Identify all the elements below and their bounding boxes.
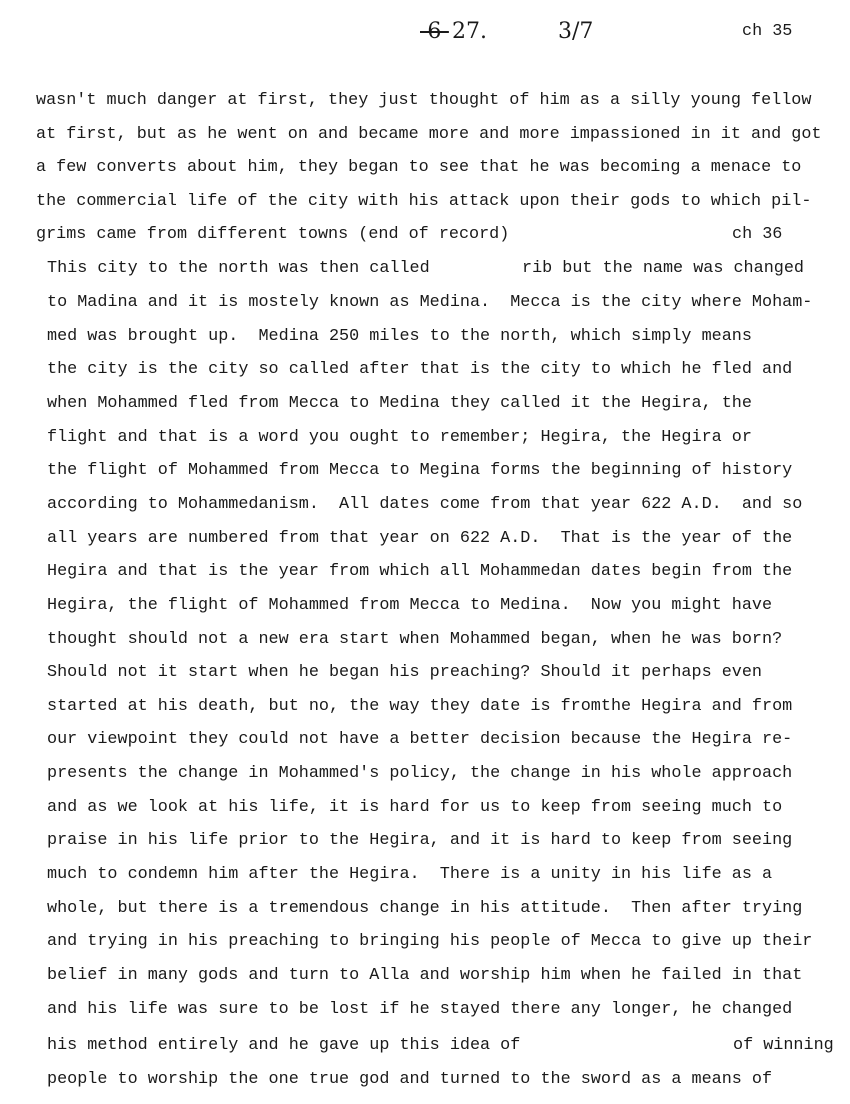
text-line: when Mohammed fled from Mecca to Medina they called it the Hegira, the [47,393,752,413]
text-line: praise in his life prior to the Hegira, and it is hard to keep from seeing [47,831,793,851]
text-line: med was brought up. Medina 250 miles to the north, which simply means [47,326,752,346]
page-number: 27. [452,19,487,44]
text-line: whole, but there is a tremendous change in his attitude. Then after trying [47,898,803,918]
text-line: Hegira, the flight of Mohammed from Mecca to Medina. Now you might have [47,595,773,615]
text-line: This city to the north was then called [47,259,430,278]
text-line: his method entirely and he gave up this idea of [47,1036,521,1055]
text-line: started at his death, but no, the way they date is fromthe Hegira and from [47,696,793,716]
text-line: rib but the name was changed [522,259,804,278]
text-line: flight and that is a word you ought to remember; Hegira, the Hegira or [47,427,752,447]
text-line: all years are numbered from that year on 622 A.D. That is the year of the [47,528,793,548]
text-line: Should not it start when he began his preaching? Should it perhaps even [47,663,762,683]
text-line: much to condemn him after the Hegira. There is a unity in his life as a [47,865,773,885]
text-line: belief in many gods and turn to Alla and worship him when he failed in that [47,966,803,985]
text-line: and trying in his preaching to bringing his people of Mecca to give up their [47,932,813,952]
text-line: people to worship the one true god and turned to the sword as a means of [47,1070,773,1089]
text-line: according to Mohammedanism. All dates come from that year 622 A.D. and so [47,494,803,514]
text-line: the city is the city so called after that is the city to which he fled and [47,360,793,380]
struck-page-number: -6- [420,19,449,44]
text-line: of winning [733,1036,834,1055]
text-line: the commercial life of the city with his attack upon their gods to which pil- [36,191,812,211]
text-line: a few converts about him, they began to see that he was becoming a menace to [36,158,802,178]
text-line: our viewpoint they could not have a better decision because the Hegira re- [47,730,793,750]
text-line: to Madina and it is mostely known as Medina. Mecca is the city where Moham- [47,293,813,312]
text-line: presents the change in Mohammed's policy, the change in his whole approach [47,764,793,784]
chapter-marker-36: ch 36 [732,225,783,244]
text-line: Hegira and that is the year from which all Mohammedan dates begin from the [47,562,793,582]
text-line: at first, but as he went on and became more and more impassioned in it and got [36,124,822,144]
chapter-marker: ch 35 [742,22,793,41]
text-line: grims came from different towns (end of record) [36,225,510,245]
text-line: the flight of Mohammed from Mecca to Megina forms the beginning of history [47,461,793,481]
text-line: and as we look at his life, it is hard for us to keep from seeing much to [47,797,783,817]
text-line: and his life was sure to be lost if he stayed there any longer, he changed [47,999,793,1019]
text-line: thought should not a new era start when Mohammed began, when he was born? [47,629,783,649]
date: 3/7 [558,19,594,44]
text-line: wasn't much danger at first, they just thought of him as a silly young fellow [36,91,812,110]
